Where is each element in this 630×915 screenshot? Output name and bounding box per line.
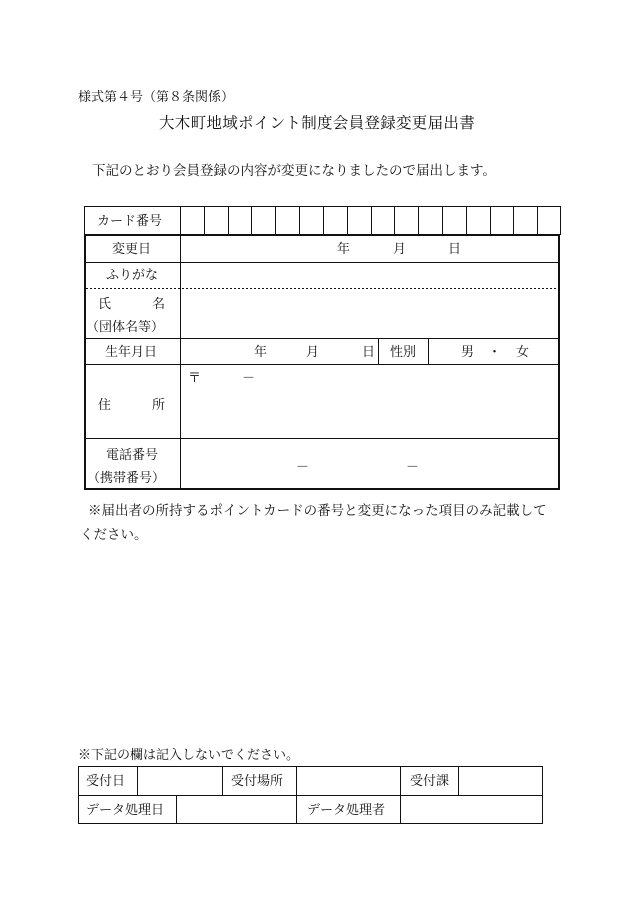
card-digit-cell[interactable] — [418, 206, 442, 234]
address-label-second: 所 — [152, 398, 166, 413]
card-digit-cell[interactable] — [490, 206, 514, 234]
office-use-note: ※下記の欄は記入しないでください。 — [78, 748, 300, 763]
name-sub-label: （団体名等） — [86, 320, 165, 335]
received-place-label: 受付場所 — [231, 774, 284, 789]
phone-dash-first: － — [296, 460, 310, 475]
phone-dash-second: － — [406, 460, 420, 475]
change-date-label: 変更日 — [112, 242, 152, 257]
data-processed-date-label: データ処理日 — [86, 803, 165, 818]
intro-text: 下記のとおり会員登録の内容が変更になりましたので届出します。 — [92, 163, 496, 179]
gender-female-option[interactable]: 女 — [516, 345, 530, 360]
phone-input[interactable] — [182, 440, 558, 485]
birth-month-unit: 月 — [306, 345, 320, 360]
card-digit-cell[interactable] — [537, 206, 561, 234]
furigana-input[interactable] — [182, 264, 558, 287]
received-date-label: 受付日 — [86, 774, 126, 789]
card-digit-cell[interactable] — [371, 206, 395, 234]
card-digit-cell[interactable] — [323, 206, 347, 234]
note-line-1: ※届出者の所持するポイントカードの番号と変更になった項目のみ記載して — [88, 503, 547, 519]
name-label-first: 氏 — [98, 297, 112, 312]
card-digit-cell[interactable] — [180, 206, 204, 234]
card-digit-cell[interactable] — [251, 206, 275, 234]
card-digit-cell[interactable] — [394, 206, 418, 234]
birthdate-input[interactable] — [182, 340, 377, 363]
card-digit-cell[interactable] — [513, 206, 537, 234]
card-digit-cell[interactable] — [347, 206, 371, 234]
note-line-2: ください。 — [80, 527, 148, 543]
change-year-unit: 年 — [337, 242, 351, 257]
page-title: 大木町地域ポイント制度会員登録変更届出書 — [159, 114, 476, 132]
gender-male-option[interactable]: 男 — [461, 345, 475, 360]
postal-mark-icon: 〒 — [188, 371, 202, 386]
gender-separator: ・ — [488, 345, 502, 360]
form-number: 様式第４号（第８条関係） — [78, 90, 235, 105]
card-digit-cell[interactable] — [299, 206, 323, 234]
card-digit-cell[interactable] — [204, 206, 228, 234]
name-input[interactable] — [182, 290, 558, 337]
address-label-first: 住 — [98, 398, 112, 413]
phone-sub-label: （携帯番号） — [87, 471, 166, 486]
birthdate-label: 生年月日 — [105, 345, 158, 360]
birth-day-unit: 日 — [362, 345, 376, 360]
card-number-label: カード番号 — [97, 214, 163, 229]
card-digit-cell[interactable] — [466, 206, 490, 234]
address-input[interactable] — [182, 366, 558, 437]
data-processor-label: データ処理者 — [307, 803, 386, 818]
name-label-second: 名 — [152, 297, 166, 312]
furigana-label: ふりがな — [106, 268, 159, 283]
instruction-note — [80, 499, 568, 547]
gender-label: 性別 — [390, 345, 417, 360]
received-section-label: 受付課 — [410, 774, 450, 789]
postal-dash: － — [242, 371, 256, 386]
birth-year-unit: 年 — [254, 345, 268, 360]
change-date-input[interactable] — [182, 237, 558, 261]
phone-label: 電話番号 — [106, 448, 159, 463]
card-digit-cell[interactable] — [275, 206, 299, 234]
card-digit-cell[interactable] — [442, 206, 466, 234]
change-month-unit: 月 — [393, 242, 407, 257]
card-digit-cell[interactable] — [228, 206, 252, 234]
change-day-unit: 日 — [448, 242, 462, 257]
